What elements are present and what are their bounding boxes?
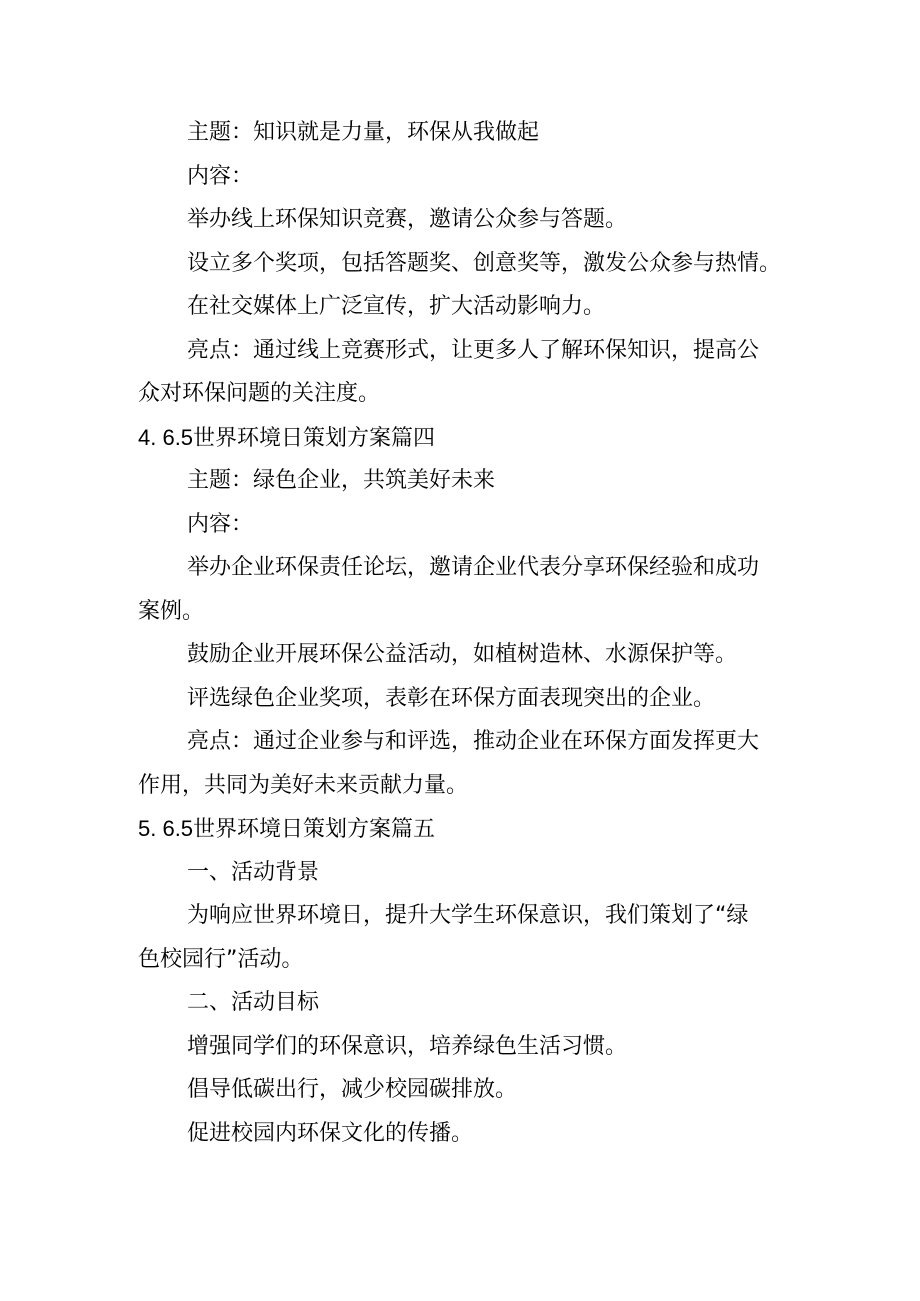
content-item: 举办线上环保知识竞赛，邀请公众参与答题。 — [187, 207, 628, 232]
goal-item: 增强同学们的环保意识，培养绿色生活习惯。 — [187, 1034, 628, 1059]
content-item-continued: 案例。 — [138, 599, 205, 624]
content-item: 鼓励企业开展环保公益活动，如植树造林、水源保护等。 — [187, 642, 738, 667]
theme-line: 主题：绿色企业，共筑美好未来 — [187, 468, 496, 493]
content-item: 设立多个奖项，包括答题奖、创意奖等，激发公众参与热情。 — [187, 251, 782, 276]
goal-item: 倡导低碳出行，减少校园碳排放。 — [187, 1077, 518, 1102]
content-item: 评选绿色企业奖项，表彰在环保方面表现突出的企业。 — [187, 686, 716, 711]
highlight-line-continued: 众对环保问题的关注度。 — [138, 381, 381, 406]
section-heading: 5. 6.5世界环境日策划方案篇五 — [138, 816, 436, 841]
subsection-title: 一、活动背景 — [187, 860, 320, 885]
highlight-line: 亮点：通过企业参与和评选，推动企业在环保方面发挥更大 — [187, 729, 760, 754]
paragraph-line: 为响应世界环境日，提升大学生环保意识，我们策划了“绿 — [187, 903, 749, 928]
content-label: 内容： — [187, 512, 254, 537]
highlight-line-continued: 作用，共同为美好未来贡献力量。 — [138, 773, 469, 798]
goal-item: 促进校园内环保文化的传播。 — [187, 1121, 474, 1146]
highlight-line: 亮点：通过线上竞赛形式，让更多人了解环保知识，提高公 — [187, 338, 760, 363]
section-heading: 4. 6.5世界环境日策划方案篇四 — [138, 425, 436, 450]
content-item: 举办企业环保责任论坛，邀请企业代表分享环保经验和成功 — [187, 555, 760, 580]
content-label: 内容： — [187, 164, 254, 189]
theme-line: 主题：知识就是力量，环保从我做起 — [187, 120, 540, 145]
paragraph-line-continued: 色校园行”活动。 — [138, 947, 304, 972]
content-item: 在社交媒体上广泛宣传，扩大活动影响力。 — [187, 294, 606, 319]
subsection-title: 二、活动目标 — [187, 990, 320, 1015]
